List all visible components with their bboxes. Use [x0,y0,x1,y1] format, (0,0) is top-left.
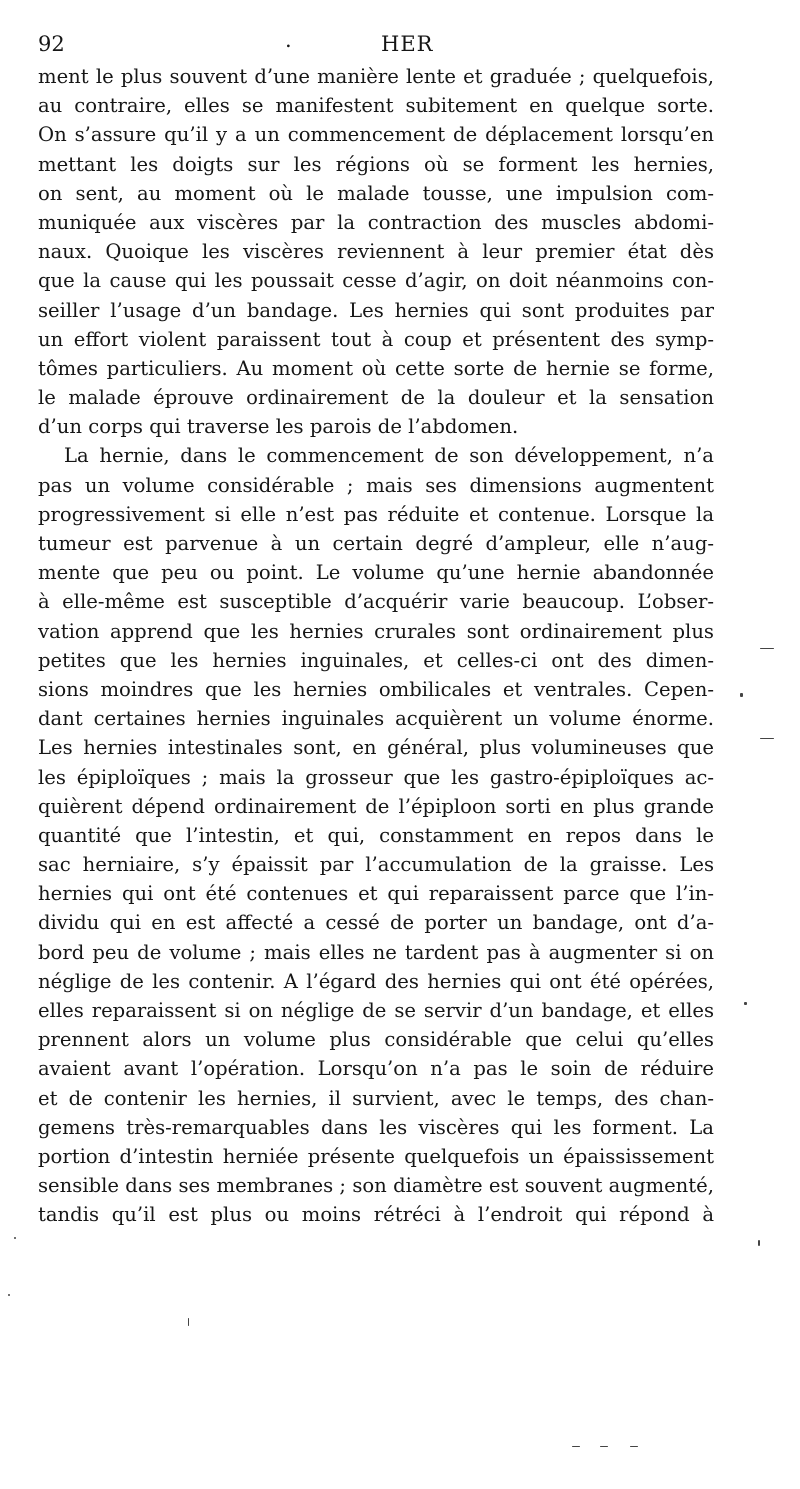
text-line: avaient avant l’opération. Lorsqu’on n’a pas le soin de réduire [38,1057,714,1081]
scan-speck [572,1446,580,1447]
text-line: on sent, au moment où le malade tousse, une impulsion com- [38,181,714,205]
paragraph-1 [38,62,714,441]
text-line: mettant les doigts sur les régions où se forment les hernies, [38,152,714,176]
paragraph-2 [38,441,714,1229]
scan-speck [744,1002,747,1005]
text-line: progressivement si elle n’est pas réduite et contenue. Lorsque la [38,502,714,526]
scan-speck [740,693,743,697]
text-line: prennent alors un volume plus considérable que celui qu’elles [38,1028,714,1052]
text-line: les épiploïques ; mais la grosseur que les gastro-épiploïques ac- [38,765,714,789]
scan-speck [8,1294,10,1296]
scan-speck [14,1237,16,1239]
scan-speck [760,738,774,739]
text-line: néglige de les contenir. A l’égard des hernies qui ont été opérées, [38,969,714,993]
page-number: 92 [38,32,65,56]
text-line: pas un volume considérable ; mais ses dimensions augmentent [38,473,714,497]
text-line: quantité que l’intestin, et qui, constamment en repos dans le [38,823,714,847]
text-line: ment le plus souvent d’une manière lente et graduée ; quelquefois, [38,65,714,88]
text-line: sions moindres que les hernies ombilicales et ventrales. Cepen- [38,677,714,701]
text-line: bord peu de volume ; mais elles ne tardent pas à augmenter si on [38,940,714,964]
text-line: elles reparaissent si on néglige de se servir d’un bandage, et elles [38,999,714,1022]
text-line: quièrent dépend ordinairement de l’épiploon sorti en plus grande [38,794,714,818]
page-header [38,28,714,62]
text-line: tumeur est parvenue à un certain degré d’ampleur, elle n’aug- [38,532,714,555]
scan-speck [630,1446,638,1447]
text-line: dividu qui en est affecté a cessé de porter un bandage, ont d’a- [38,911,714,935]
scan-speck [758,1240,760,1246]
header-dot: . [285,28,292,52]
text-line: vation apprend que les hernies crurales sont ordinairement plus [38,619,714,643]
text-line: que la cause qui les poussait cesse d’agir, on doit néanmoins con- [38,269,714,293]
scan-speck [760,648,774,649]
scan-speck [188,1318,189,1326]
text-line: tômes particuliers. Au moment où cette sorte de hernie se forme, [38,356,714,380]
text-line: mente que peu ou point. Le volume qu’une hernie abandonnée [38,561,714,585]
scan-speck [600,1446,608,1447]
text-line: au contraire, elles se manifestent subitement en quelque sorte. [38,94,714,118]
text-line: petites que les hernies inguinales, et celles-ci ont des dimen- [38,648,714,672]
text-line: à elle-même est susceptible d’acquérir varie beaucoup. L’obser- [38,590,714,614]
text-line: gemens très-remarquables dans les viscères qui les forment. La [38,1115,714,1139]
text-line: La hernie, dans le commencement de son développement, n’a [64,444,714,468]
text-line: d’un corps qui traverse les parois de l’abdomen. [38,415,519,439]
text-line: et de contenir les hernies, il survient, avec le temps, des chan- [38,1086,714,1110]
text-line: portion d’intestin herniée présente quelquefois un épaississement [38,1144,714,1168]
text-line: tandis qu’il est plus ou moins rétréci à l’endroit qui répond à [38,1203,714,1227]
text-line: dant certaines hernies inguinales acquièrent un volume énorme. [38,707,714,731]
text-line: Les hernies intestinales sont, en général, plus volumineuses que [38,736,714,760]
text-line: sac herniaire, s’y épaissit par l’accumulation de la graisse. Les [38,853,714,877]
text-line: sensible dans ses membranes ; son diamètre est souvent augmenté, [38,1174,714,1198]
text-line: On s’assure qu’il y a un commencement de déplacement lorsqu’en [38,123,714,147]
text-line: un effort violent paraissent tout à coup et présentent des symp- [38,327,714,351]
text-line: hernies qui ont été contenues et qui reparaissent parce que l’in- [38,882,714,906]
text-line: naux. Quoique les viscères reviennent à leur premier état dès [38,240,714,264]
text-line: le malade éprouve ordinairement de la douleur et la sensation [38,386,714,410]
text-line: muniquée aux viscères par la contraction des muscles abdomi- [38,210,714,234]
text-line: seiller l’usage d’un bandage. Les hernies qui sont produites par [38,298,714,322]
body-text [38,62,714,1230]
running-head: HER [381,32,434,56]
